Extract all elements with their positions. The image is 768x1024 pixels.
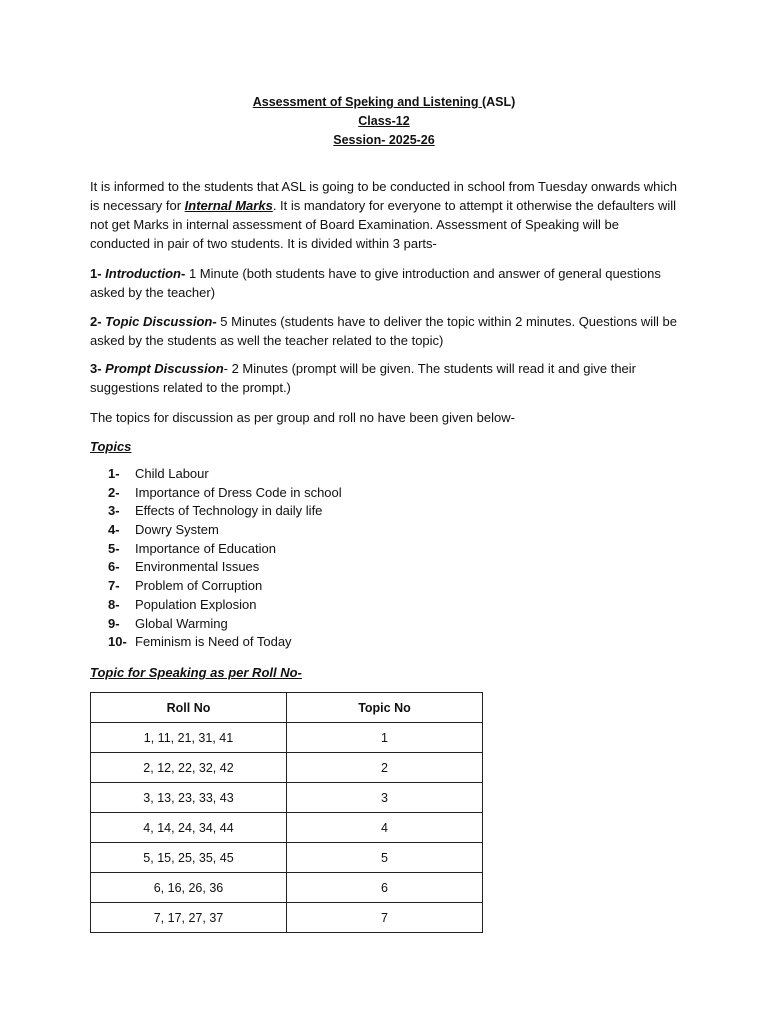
topics-heading: Topics [90, 439, 132, 454]
topic-number: 8- [108, 596, 120, 612]
roll-numbers-cell: 3, 13, 23, 33, 43 [91, 783, 287, 813]
topic-item [108, 484, 342, 503]
part-description: 5 Minutes (students have to deliver the topic within 2 minutes. Questions will be asked by the students as well the teacher related to the topic) [90, 314, 677, 348]
topic-number: 2- [108, 484, 120, 500]
topic-label: Child Labour [135, 466, 209, 481]
topic-label: Global Warming [135, 615, 228, 631]
topic-number: 6- [108, 559, 120, 575]
topic-item [108, 502, 342, 521]
topic-number-cell: 1 [286, 723, 482, 753]
part-number: 3- [90, 361, 106, 376]
column-header-topic-no: Topic No [286, 693, 482, 723]
title-suffix: (ASL) [481, 95, 516, 109]
roll-table-heading: Topic for Speaking as per Roll No- [90, 665, 302, 680]
column-header-roll-no: Roll No [91, 693, 287, 723]
topic-item [108, 633, 342, 652]
topic-label: Effects of Technology in daily life [135, 503, 323, 519]
topic-number: 7- [108, 578, 120, 594]
table-header-row [91, 693, 483, 723]
topic-number: 5- [108, 540, 120, 556]
document-title [0, 93, 768, 112]
intro-text-1: It is informed to the students that ASL is going to be conducted in school from Tuesday onwards which is necessary for [90, 179, 678, 213]
intro-paragraph [90, 177, 682, 253]
part-topic-discussion [90, 312, 682, 350]
part-number: 1- [90, 266, 106, 281]
topic-number: 9- [108, 615, 120, 631]
part-description: 1 Minute (both students have to give introduction and answer of general questions asked by the teacher) [90, 266, 661, 300]
topic-label: Environmental Issues [135, 559, 260, 575]
topic-number-cell: 3 [286, 783, 482, 813]
table-row [91, 783, 483, 813]
part-name: Introduction [105, 266, 181, 281]
topic-list [108, 465, 342, 652]
part-introduction [90, 264, 682, 302]
roll-topic-table [90, 692, 483, 933]
class-heading [0, 112, 768, 131]
topic-label: Problem of Corruption [135, 578, 263, 594]
topic-number: 10- [108, 634, 127, 650]
topic-item [108, 540, 342, 559]
roll-numbers-cell: 5, 15, 25, 35, 45 [91, 843, 287, 873]
table-row [91, 723, 483, 753]
part-name: Topic Discussion [105, 314, 213, 329]
roll-numbers-cell: 4, 14, 24, 34, 44 [91, 813, 287, 843]
table-row [91, 813, 483, 843]
topic-item [108, 521, 342, 540]
session-label: Session- 2025-26 [333, 133, 435, 147]
topic-label: Dowry System [135, 522, 219, 538]
topic-item [108, 558, 342, 577]
class-label: Class-12 [358, 114, 410, 128]
part-number: 2- [90, 314, 106, 329]
table-row [91, 903, 483, 933]
table-row [91, 753, 483, 783]
table-row [91, 843, 483, 873]
topic-item [108, 596, 342, 615]
topic-item [108, 465, 342, 484]
topics-intro: The topics for discussion as per group and roll no have been given below- [90, 410, 515, 425]
roll-numbers-cell: 6, 16, 26, 36 [91, 873, 287, 903]
session-heading [0, 131, 768, 150]
part-separator: - [212, 314, 221, 329]
topic-number-cell: 4 [286, 813, 482, 843]
topic-number-cell: 5 [286, 843, 482, 873]
table-row [91, 873, 483, 903]
internal-marks-emphasis: Internal Marks [184, 198, 273, 213]
topic-label: Importance of Education [135, 540, 276, 556]
title-underlined: Assessment of Speking and Listening [252, 95, 482, 109]
topic-number: 1- [108, 466, 120, 481]
part-separator: - [223, 361, 232, 376]
topic-number: 4- [108, 522, 120, 538]
part-name: Prompt Discussion [105, 361, 224, 376]
topic-label: Feminism is Need of Today [135, 634, 292, 650]
roll-numbers-cell: 7, 17, 27, 37 [91, 903, 287, 933]
topic-item [108, 577, 342, 596]
intro-text-2: . It is mandatory for everyone to attempt it otherwise the defaulters will not get Marks in internal assessment of Board Examination. Assessment of Speaking will be conducted in pair of two students. It is divided within 3 parts- [90, 198, 676, 251]
topic-number-cell: 6 [286, 873, 482, 903]
roll-numbers-cell: 1, 11, 21, 31, 41 [91, 723, 287, 753]
part-prompt-discussion [90, 359, 682, 397]
topic-number-cell: 7 [286, 903, 482, 933]
topic-number: 3- [108, 503, 120, 519]
part-separator: - [181, 266, 189, 281]
topic-number-cell: 2 [286, 753, 482, 783]
topic-label: Importance of Dress Code in school [135, 484, 342, 500]
topic-label: Population Explosion [135, 596, 257, 612]
topic-item [108, 615, 342, 634]
part-description: 2 Minutes (prompt will be given. The students will read it and give their suggestions related to the prompt.) [90, 361, 636, 395]
roll-numbers-cell: 2, 12, 22, 32, 42 [91, 753, 287, 783]
